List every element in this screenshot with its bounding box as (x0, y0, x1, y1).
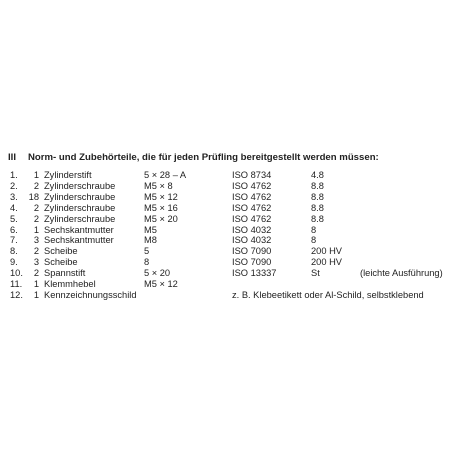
item-dimension: M5 (144, 224, 157, 235)
item-quantity: 1 (33, 170, 39, 180)
item-grade: 8.8 (311, 180, 324, 191)
item-standard: ISO 4762 (232, 202, 272, 213)
item-number: 3. (10, 191, 18, 202)
item-number: 9. (10, 257, 18, 268)
item-number: 6. (10, 224, 18, 235)
item-quantity: 1 (33, 224, 39, 235)
item-number: 10. (10, 268, 23, 279)
item-name: Sechskantmutter (44, 224, 114, 235)
item-number: 12. (10, 289, 23, 300)
item-name: Sechskantmutter (44, 235, 114, 246)
item-standard: ISO 4032 (232, 235, 272, 246)
item-quantity: 2 (33, 180, 39, 191)
item-number: 4. (10, 202, 18, 213)
table-row (0, 290, 458, 302)
item-quantity: 3 (33, 257, 39, 268)
item-name: Zylinderschraube (44, 213, 116, 224)
item-dimension: 8 (144, 257, 150, 268)
item-name: Scheibe (44, 257, 78, 268)
item-standard: ISO 8734 (232, 170, 272, 180)
item-grade: 8 (311, 235, 317, 246)
section-title: Norm- und Zubehörteile, die für jeden Prüfling bereitgestellt werden müssen: (28, 152, 379, 163)
item-grade: 4.8 (311, 170, 324, 180)
item-standard: ISO 4762 (232, 191, 272, 202)
item-standard: ISO 7090 (232, 257, 272, 268)
item-number: 1. (10, 170, 18, 180)
item-standard: ISO 4762 (232, 180, 272, 191)
item-number: 7. (10, 235, 18, 246)
item-number: 8. (10, 246, 18, 257)
item-dimension: M8 (144, 235, 157, 246)
item-number: 11. (10, 279, 23, 289)
section-number: III (8, 152, 16, 163)
item-grade: 200 HV (311, 246, 343, 257)
item-quantity: 3 (33, 235, 39, 246)
item-dimension: 5 (144, 246, 150, 257)
item-dimension: M5 × 20 (144, 213, 178, 224)
item-name: Zylinderstift (44, 170, 92, 180)
section-heading (0, 152, 458, 166)
item-name: Zylinderschraube (44, 180, 116, 191)
item-grade: St (311, 268, 320, 279)
item-standard: ISO 13337 (232, 268, 277, 279)
item-standard: ISO 4762 (232, 213, 272, 224)
item-name: Zylinderschraube (44, 202, 116, 213)
item-dimension: M5 × 12 (144, 279, 178, 289)
item-dimension: M5 × 8 (144, 180, 173, 191)
item-quantity: 18 (28, 191, 39, 202)
item-name: Klemmhebel (44, 279, 96, 289)
item-number: 5. (10, 213, 18, 224)
item-grade: 8.8 (311, 191, 324, 202)
item-quantity: 2 (33, 202, 39, 213)
item-grade: 8.8 (311, 213, 324, 224)
item-name: Scheibe (44, 246, 78, 257)
item-standard: z. B. Klebeetikett oder Al-Schild, selbstklebend (232, 289, 424, 300)
item-standard: ISO 4032 (232, 224, 272, 235)
item-quantity: 2 (33, 268, 39, 279)
item-name: Spannstift (44, 268, 86, 279)
item-standard: ISO 7090 (232, 246, 272, 257)
item-dimension: M5 × 12 (144, 191, 178, 202)
item-note: (leichte Ausführung) (360, 268, 443, 279)
item-quantity: 2 (33, 246, 39, 257)
item-number: 2. (10, 180, 18, 191)
item-dimension: 5 × 20 (144, 268, 171, 279)
item-dimension: M5 × 16 (144, 202, 178, 213)
item-dimension: 5 × 28 – A (144, 170, 187, 180)
item-quantity: 2 (33, 213, 39, 224)
item-name: Zylinderschraube (44, 191, 116, 202)
item-name: Kennzeichnungsschild (44, 289, 137, 300)
item-quantity: 1 (33, 279, 39, 289)
item-quantity: 1 (33, 289, 39, 300)
item-grade: 200 HV (311, 257, 343, 268)
item-grade: 8 (311, 224, 317, 235)
item-grade: 8.8 (311, 202, 324, 213)
